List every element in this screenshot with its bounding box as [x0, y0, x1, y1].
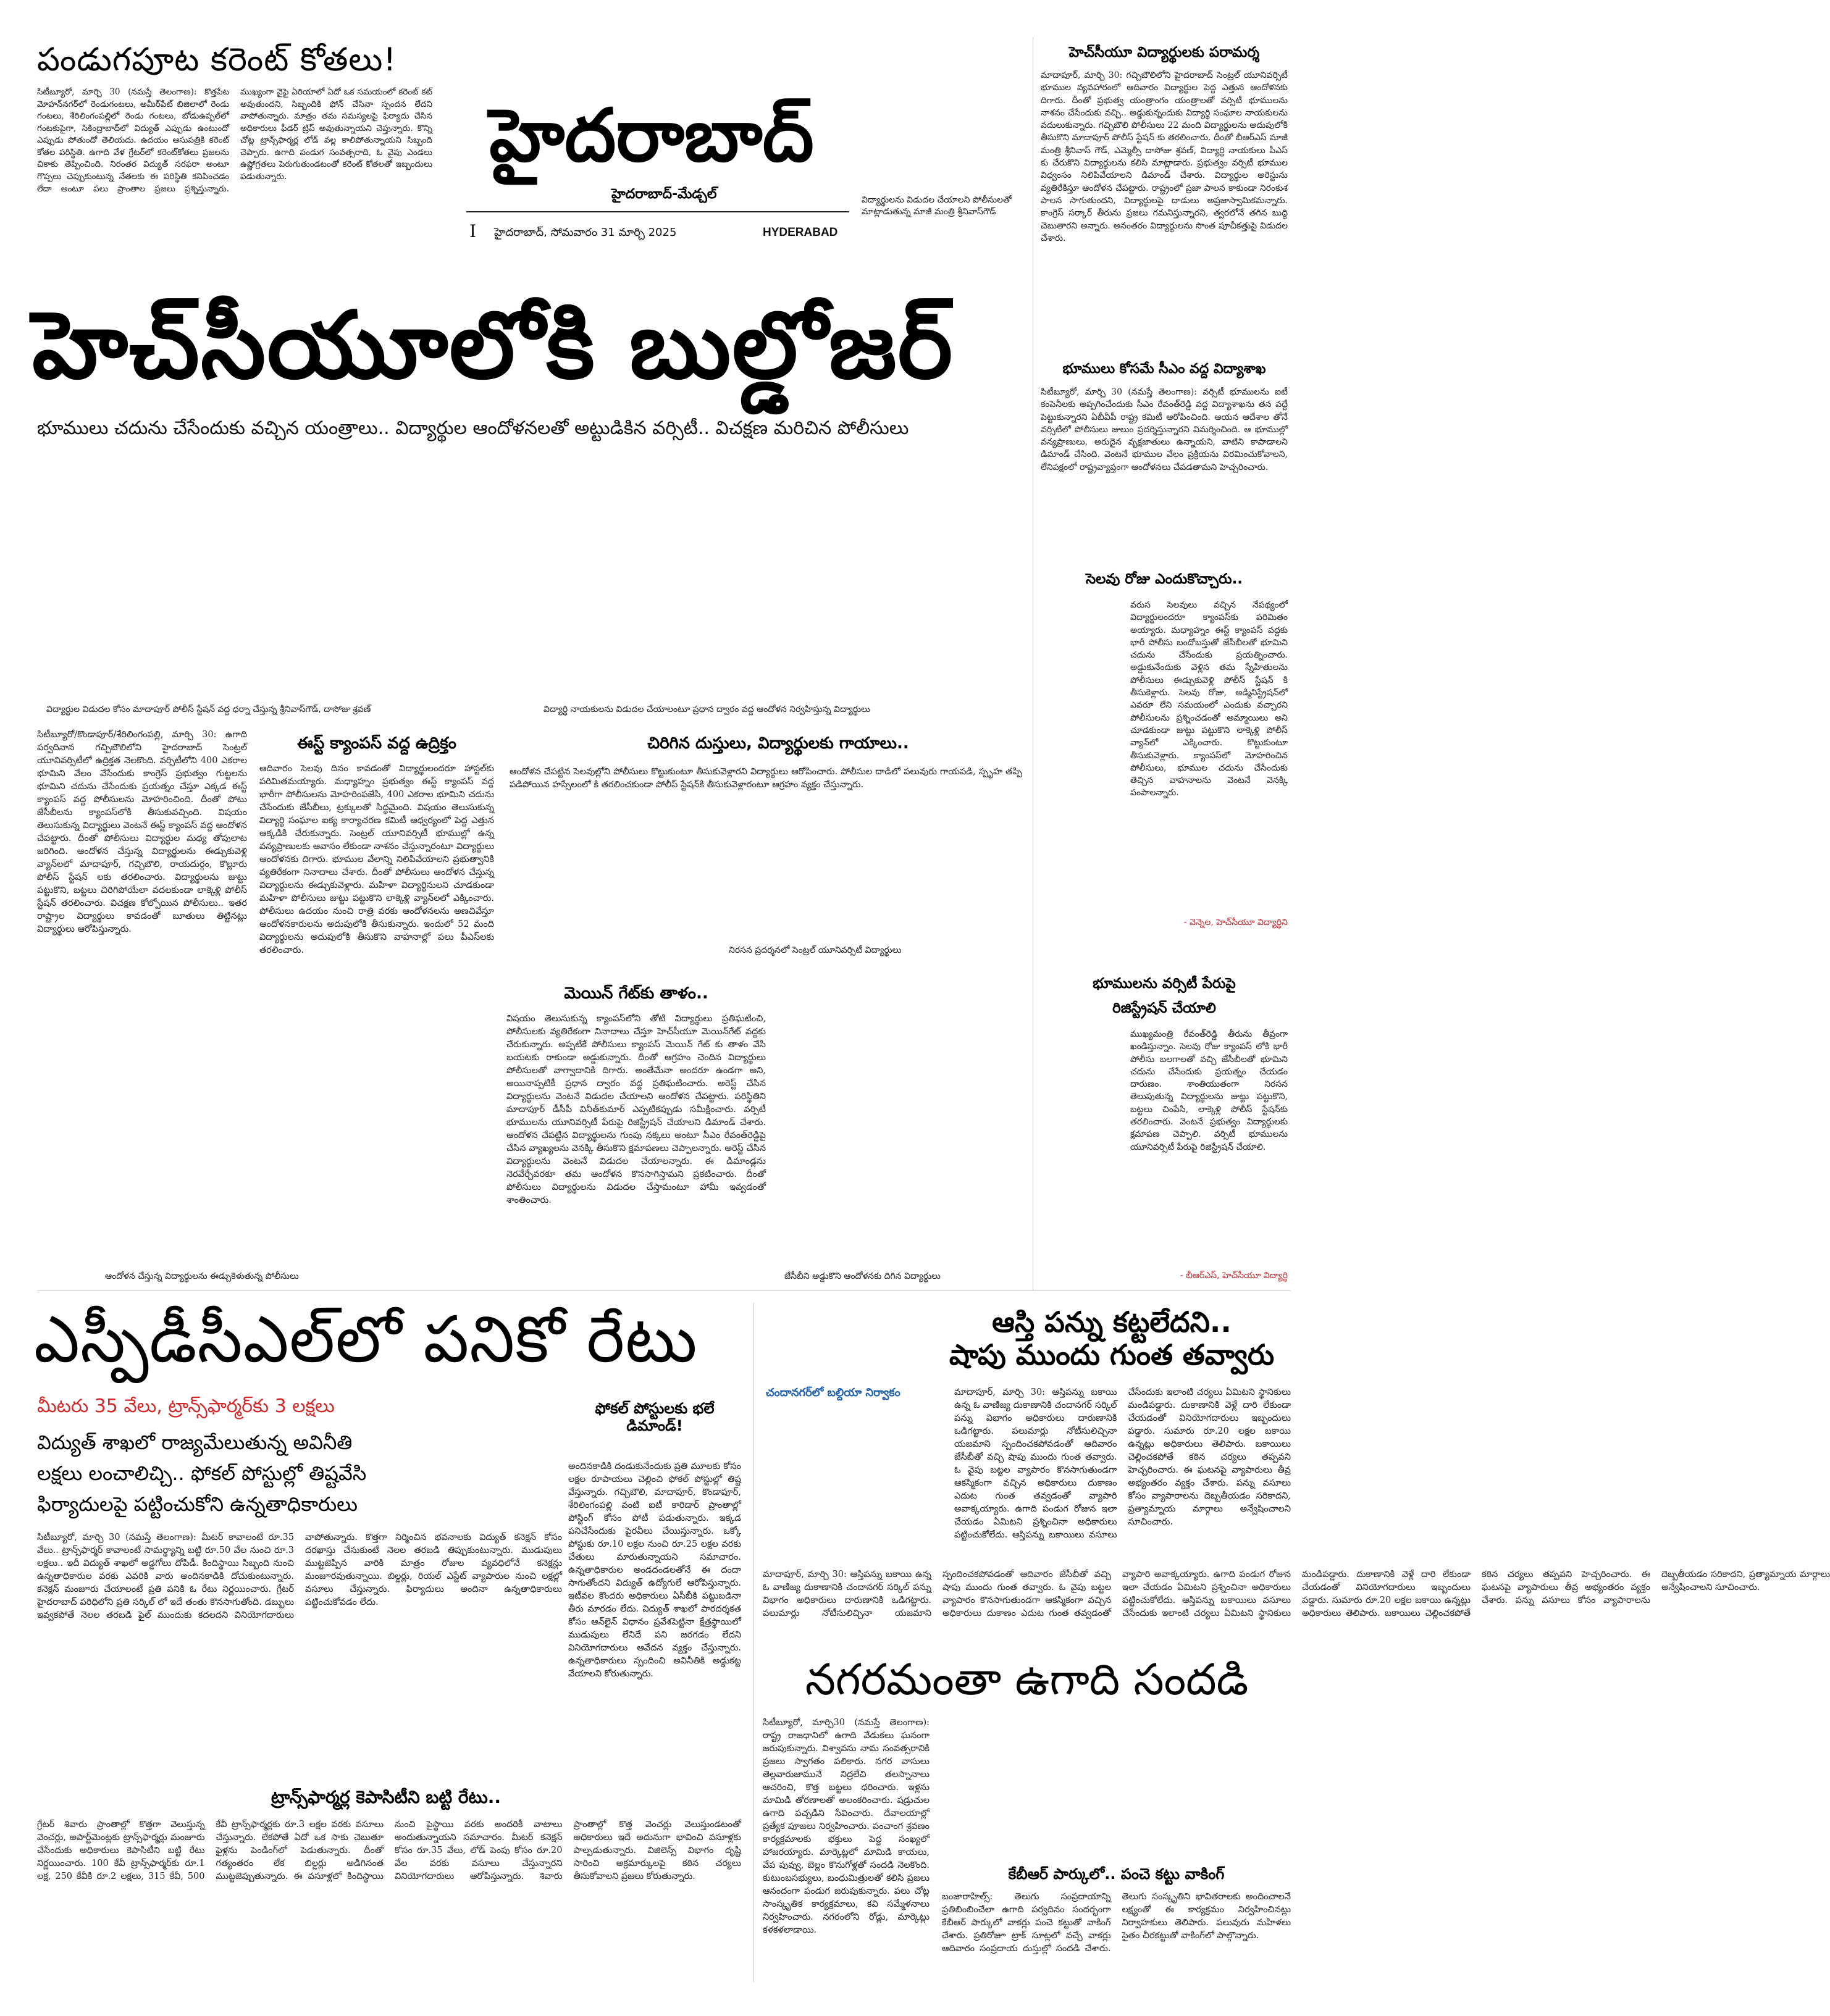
subhead-torn-clothes: చిరిగిన దుస్తులు, విద్యార్థులకు గాయాలు..	[647, 734, 909, 753]
caption-university-protest: నిరసన ప్రదర్శనలో సెంట్రల్ యూనివర్సిటీ విద్యార్థులు	[729, 945, 902, 955]
ugadi-subhead: కేబీఆర్ పార్కులో.. పంచె కట్టు వాకింగ్	[1008, 1865, 1225, 1883]
spdcl-deck-3: ఫిర్యాదులపై పట్టించుకోని ఉన్నతాధికారులు	[37, 1492, 358, 1516]
caption-jcb: జేసీబీని అడ్డుకొని ఆందోళనకు దిగిన విద్యార్థులు	[784, 1271, 941, 1281]
lead-headline: హెచ్‌సీయూలోకి బుల్డోజర్	[32, 292, 954, 399]
property-tax-headline-2: షాపు ముందు గుంత తవ్వారు	[949, 1338, 1275, 1371]
spdcl-transformer-body: గ్రేటర్ శివారు ప్రాంతాల్లో కొత్తగా వెలుస్తున్న వెంచర్లు, అపార్ట్‌మెంట్లకు ట్రాన్స్‌ఫార్మర్లు మంజూరు చేసేందుకు అధికారులు కెపాసిటీని బట్టి రేటు నిర్ణయించారు. 100 కేవీ ట్రాన్స్‌ఫార్మర్‌కు రూ.1 లక్ష, 250 కేవీకి రూ.2 లక్షలు, 315 కేవీ, 500 కేవీ ట్రాన్స్‌ఫార్మర్లకు రూ.3 లక్షల వరకు వసూలు చేస్తున్నారు. లేకపోతే ఏదో ఒక సాకు చెబుతూ ఫైళ్లను పెండింగ్‌లో పెడుతున్నారు. దీంతో గత్యంతరం లేక బిల్డర్లు అడిగినంత ముట్టజెప్పుతున్నారు. ఈ వసూళ్లలో కిందిస్థాయి నుంచి పైస్థాయి వరకు అందరికీ వాటాలు అందుతున్నాయని సమాచారం. మీటర్ కనెక్షన్ కోసం రూ.35 వేలు, లోడ్ పెంపు కోసం రూ.20 వేల వరకు వసూలు చేస్తున్నారని వినియోగదారులు ఆరోపిస్తున్నారు. శివారు ప్రాంతాల్లో కొత్త వెంచర్లు వెలుస్తుండటంతో అధికారులు ఇదే అదునుగా భావించి వసూళ్లకు పాల్పడుతున్నారు. విజిలెన్స్ విభాగం దృష్టి సారించి అక్రమార్కులపై కఠిన చర్యలు తీసుకోవాలని ప్రజలు కోరుతున్నారు.	[37, 1820, 741, 1882]
edition-no: I	[469, 221, 477, 241]
right-body-holiday: వరుస సెలవులు వచ్చిన నేపథ్యంలో విద్యార్థులందరూ క్యాంపస్‌కు పరిమితం అయ్యారు. మధ్యాహ్నం ఈస్ట్ క్యాంపస్ వద్దకు భారీ పోలీసు బందోబస్తుతో జేసీబీలతో భూమిని చదును చేసేందుకు ప్రయత్నించారు. అడ్డుకునేందుకు వెళ్లిన తమ స్నేహితులను పోలీసులు ఈడ్చుకువెళ్లి పోలీస్ స్టేషన్ కి తీసుకెళ్లారు. సెలవు రోజు, అడ్మినిస్ట్రేషన్‌లో ఎవరూ లేని సమయంలో ఎందుకు వచ్చారని పోలీసులను ప్రశ్నించడంతో అమ్మాయిలు అని చూడకుండా జుట్టు పట్టుకొని లాక్కెళ్లి పోలీస్ వ్యాన్‌లో ఎక్కించారు. కొట్టుకుంటూ తీసుకువెళ్లారు. క్యాంపస్‌లో మోహరించిన పోలీసులు, భూముల చదును చేసేందుకు తెచ్చిన వాహనాలను వెంటనే వెనక్కి పంపాలన్నారు.	[1130, 600, 1288, 798]
spdcl-kicker: మీటరు 35 వేలు, ట్రాన్స్‌ఫార్మర్‌కు 3 లక్షలు	[37, 1395, 335, 1417]
photo-dragging-students	[37, 1028, 494, 1266]
spdcl-focal-body: అందినకాడికి దండుకునేందుకు ప్రతి మూలకు కోసం లక్షల రూపాయలు చెల్లించి ఫోకల్ పోస్టుల్లో తిష్ట వేస్తున్నారు. గచ్చిబౌలి, మాదాపూర్, కొండాపూర్, శేరిలింగంపల్లి వంటి ఐటీ కారిడార్ ప్రాంతాల్లో పోస్టింగ్ కోసం పోటీ పడుతున్నారు. ఇక్కడ పనిచేసేందుకు పైరవీలు చేయిస్తున్నారు. ఒక్కో పోస్టుకు రూ.10 లక్షల నుంచి రూ.25 లక్షల వరకు చేతులు మారుతున్నాయని సమాచారం. ఉన్నతాధికారుల అండదండలతోనే ఈ దందా సాగుతోందని విద్యుత్ ఉద్యోగులే ఆరోపిస్తున్నారు. ఇటీవల కొందరు అధికారులు ఏసీబీకి పట్టుబడినా తీరు మారడం లేదు. విద్యుత్ శాఖలో పారదర్శకత కోసం ఆన్‌లైన్ విధానం ప్రవేశపెట్టినా క్షేత్రస్థాయిలో ముడుపులు లేనిదే పని జరగడం లేదని వినియోగదారులు ఆవేదన వ్యక్తం చేస్తున్నారు. ఉన్నతాధికారులు స్పందించి అవినీతికి అడ్డుకట్ట వేయాలని కోరుతున్నారు.	[568, 1462, 741, 1679]
right-body-registration: ముఖ్యమంత్రి రేవంత్‌రెడ్డి తీరును తీవ్రంగా ఖండిస్తున్నాం. సెలవు రోజు క్యాంపస్ లోకి భారీ పోలీసు బలగాలతో వచ్చి జేసీబీలతో భూమిని చదును చేసేందుకు ప్రయత్నం చేయడం దారుణం. శాంతియుతంగా నిరసన తెలుపుతున్న విద్యార్థులను జుట్టు పట్టుకొని, బట్టలు చింపేసి, లాక్కెళ్లి పోలీస్ స్టేషన్‌కు తరలించారు. వెంటనే ప్రభుత్వం విద్యార్థులకు క్షమాపణ చెప్పాలి. వర్సిటీ భూములను యూనివర్సిటీ పేరుపై రిజిస్ట్రేషన్ చేయాలి.	[1130, 1029, 1288, 1152]
photo-jcb-protest	[778, 963, 1025, 1269]
photo-dharna	[37, 457, 525, 701]
masthead-subtitle: హైదరాబాద్-మేడ్చల్	[611, 186, 717, 202]
property-tax-headline-1: ఆస్తి పన్ను కట్టలేదని..	[992, 1305, 1232, 1339]
photo-pcs-dharna	[865, 37, 1025, 191]
right-body-education: సిటీబ్యూరో, మార్చి 30 (నమస్తే తెలంగాణ): వర్సిటీ భూములను ఐటీ కంపెనీలకు అప్పగించేందుకు సీఎం రేవంత్‌రెడ్డి వద్ద విద్యాశాఖను తన వద్దే పెట్టుకున్నారని ఏబీవీపీ రాష్ట్ర కమిటీ ఆరోపించింది. ఆయన ఆదేశాల తోనే వర్సిటీలో పోలీసులు జులుం ప్రదర్శిస్తున్నారని విమర్శించింది. ఆ భూముల్లో వన్యప్రాణులు, అరుదైన వృక్షజాతులు ఉన్నాయని, వాటిని కాపాడాలని డిమాండ్ చేసింది. వెంటనే భూముల వేలం ప్రక్రియను విరమించుకోవాలని, లేనిపక్షంలో రాష్ట్రవ్యాప్తంగా ఆందోళనలు చేపడతామని హెచ్చరించారు.	[1041, 387, 1288, 472]
right-head-holiday: సెలవు రోజు ఎందుకొచ్చారు..	[1085, 571, 1243, 587]
caption-main-gate: విద్యార్థి నాయకులను విడుదల చేయాలంటూ ప్రధాన ద్వారం వద్ద ఆందోళన నిర్వహిస్తున్న విద్యార్థులు	[544, 705, 870, 714]
right-credit-holiday: - వెన్నెల, హెచ్‌సీయూ విద్యార్థిని	[1183, 918, 1288, 927]
caption-dragging: ఆందోళన చేస్తున్న విద్యార్థులను ఈడ్చుకెళుతున్న పోలీసులు	[105, 1271, 299, 1281]
power-cuts-body: సిటీబ్యూరో, మార్చి 30 (నమస్తే తెలంగాణ): కొత్తపేట మోహన్‌నగర్‌లో రెండుగంటలు, అమీర్‌పేట్ బిజిలాలో రెండు గంటలు, శేరిలింగంపల్లిలో రెండు గంటలు, బోడుఉప్పల్‌లో గంటకుపైగా, సికింద్రాబాద్‌లో విద్యుత్ ఎప్పుడు ఉంటుందో ఎప్పుడు పోతుందో తెలియదు. ఉదయం ఆసుపత్రికి కరెంట్ కోతల పరిస్థితి. ఉగాది వేళ గ్రేటర్‌లో కరెంట్‌కోతలు ప్రజలను చికాకు తెప్పించింది. నిరంతర విద్యుత్ సరఫరా అంటూ గొప్పలు చెప్పుకుంటున్న నేతలకు ఈ పరిస్థితి కనిపించడం లేదా అంటూ పలు ప్రాంతాల ప్రజలు ప్రశ్నిస్తున్నారు. ముఖ్యంగా వైఫై ఏరియాలో ఏదో ఒక సమయంలో కరెంట్ కట్ అవుతుందని, సిబ్బందికి ఫోన్ చేసినా స్పందన లేదని వాపోతున్నారు. మాత్రం తమ సమస్యలపై ఫిర్యాదు చేసిన అధికారులు ఫీడర్ ట్రిప్ అవుతున్నాయని చెప్తున్నారు. కొన్ని చోట్ల ట్రాన్స్‌ఫార్మర్ల లోడ్ వల్ల కాలిపోతున్నాయని సిబ్బంది చెప్పారు. ఉగాది పండుగ సంవత్సరాది, ఓ వైపు ఎండలు ఉష్ణోగ్రతలు పెరుగుతుండటంతో కరెంట్ కోతలతో ఇబ్బందులు పడుతున్నారు.	[37, 87, 432, 194]
torn-clothes-body: ఆందోళన చేపట్టిన సెలవుల్లోని పోలీసులు కొట్టుకుంటూ తీసుకువెళ్లారని విద్యార్థులు ఆరోపించారు. పోలీసుల దాడిలో పలువురు గాయపడి, స్పృహ తప్పి పడిపోయిన హస్సేలంలో కి తరలించకుండా పోలీస్ స్టేషన్‌కి తీసుకువెళ్లారంటూ ఆగ్రహం వ్యక్తం చేస్తున్నారు.	[510, 767, 1022, 790]
subhead-east-campus: ఈస్ట్ క్యాంపస్ వద్ద ఉద్రిక్తం	[297, 734, 456, 753]
spdcl-deck-1: విద్యుత్ శాఖలో రాజ్యమేలుతున్న అవినీతి	[37, 1431, 353, 1454]
right-head-registration-1: భూములను వర్సిటీ పేరుపై	[1093, 976, 1236, 992]
photo-meter	[729, 1303, 914, 1389]
photo-main-gate-protest	[537, 457, 1025, 701]
right-head-registration-2: రిజిస్ట్రేషన్ చేయాలి	[1112, 1000, 1216, 1016]
caption-dharna: విద్యార్థుల విడుదల కోసం మాదాపూర్ పోలీస్ స్టేషన్ వద్ద ధర్నా చేస్తున్న శ్రీనివాస్‌గౌడ్, దాసోజు శ్రవణ్	[46, 705, 371, 714]
main-gate-body: విషయం తెలుసుకున్న క్యాంపస్‌లోని తోటి విద్యార్థులు ప్రతిఘటించి, పోలీసులకు వ్యతిరేకంగా నినాదాలు చేస్తూ హెచ్‌సీయూ మెయిన్‌గేట్ వద్దకు చేరుకున్నారు. అప్పటికే పోలీసులు క్యాంపస్ మెయిన్ గేట్ కు తాళం వేసి బయటకు రాకుండా అడ్డుకున్నారు. దీంతో ఆగ్రహం చెందిన విద్యార్థులు పోలీసులతో వాగ్వాదానికి దిగారు. అంతేమేనా అందరూ ఉండగా అని, అయినాప్పటికీ ప్రధాన ద్వారం వద్ద ప్రతిఘటించారు. అరెస్ట్ చేసిన విద్యార్థులను వెంటనే విడుదల చేయాలని ఆందోళన చేపట్టారు. పరిస్థితిని మాదాపూర్ డీసీపీ వినీత్‌కుమార్ ఎప్పటికప్పుడు సమీక్షించారు. వర్సిటీ భూములను యూనివర్సిటీ పేరుపై రిజిస్ట్రేషన్ చేయాలని డిమాండ్ చేశారు. ఆందోళన చేపట్టిన విద్యార్థులను గుంపు నక్కలు అంటూ సీఎం రేవంత్‌రెడ్డిపై చేసిన వ్యాఖ్యలను వెనక్కి తీసుకొని క్షమాపణలు చెప్పాలన్నారు. అరెస్ట్ చేసిన విద్యార్థులను వెంటనే విడుదల చేయాలన్నారు. ఈ డిమాండ్లను నెరవేర్చేవరకూ తమ ఆందోళన కొనసాగిస్తామని ప్రకటించారు. దీంతో పోలీసులు విద్యార్థులను విడుదల చేస్తామంటూ హామీ ఇవ్వడంతో శాంతించారు.	[506, 1014, 766, 1206]
bottom-divider	[753, 1303, 754, 1982]
power-cuts-headline: పండుగపూట కరెంట్ కోతలు!	[37, 41, 397, 78]
right-head-education: భూములు కోసమే సీఎం వద్ద విద్యాశాఖ	[1062, 361, 1266, 377]
property-tax-kicker: చందానగర్‌లో బల్దియా నిర్వాకం	[766, 1386, 900, 1399]
spdcl-subhead-transformer: ట్రాన్స్‌ఫార్మర్ల కెపాసిటీని బట్టి రేటు..	[271, 1787, 502, 1807]
masthead-rule	[466, 211, 849, 212]
masthead-side-caption: విద్యార్థులను విడుదల చేయాలని పోలీసులతో మాట్లాడుతున్న మాజీ మంత్రి శ్రీనివాస్‌గౌడ్	[862, 195, 1012, 217]
lead-intro: సిటీబ్యూరో/కొండాపూర్/శేరిలింగంపల్లి, మార్చి 30: ఉగాది పర్వదినాన గచ్చిబౌలిలోని హైదరాబాద్ సెంట్రల్ యూనివర్సిటీలో ఉద్రిక్తత నెలకొంది. వర్సిటీలోని 400 ఎకరాల భూమిని వేలం వేసేందుకు కాంగ్రెస్ ప్రభుత్వం గుట్టలను భూమిని చదును చేసేందుకు ప్రయత్నం చేస్తూ ఎక్కడ ఈస్ట్ క్యాంపస్ వద్ద పోలీసులను మోహరించింది. దీంతో పోటు జేసీబీలను క్యాంపస్‌లోకి తీసుకువచ్చింది. విషయం తెలుసుకున్న విద్యార్థులు వెంటనే ఈస్ట్ క్యాంపస్ వద్ద ఆందోళన చేపట్టారు. దీంతో పోలీసులు విద్యార్థుల మధ్య తోపులాట జరిగింది. ఆందోళన చేస్తున్న విద్యార్థులను ఈడ్చుకువెళ్లి వ్యాన్‌లలో మాదాపూర్, గచ్చిబౌలి, రాయదుర్గం, కొల్లూరు పోలీస్ స్టేషన్ లకు తరలించారు. విద్యార్థులను జుట్టు పట్టుకొని, బట్టలు చిరిగిపోయేలా వదలకుండా లాక్కెళ్లి పోలీస్ స్టేషన్ తరలించారు. విచక్షణ కోల్పోయిన పోలీసులు.. ఇతర రాష్ట్రాల విద్యార్థులు కావడంతో బూతులు తిట్టినట్లు విద్యార్థులు ఆరోపిస్తున్నారు.	[37, 730, 247, 935]
ugadi-sub-body: బంజారాహిల్స్: తెలుగు సంప్రదాయాన్ని ప్రతిబింబించేలా ఉగాది పర్వదినం సందర్భంగా కేబీఆర్ పార్కులో వాకర్లు పంచె కట్టుతో వాకింగ్ చేశారు. ప్రతిరోజూ ట్రాక్ సూట్లలో వచ్చే వాకర్లు ఆదివారం సంప్రదాయ దుస్తుల్లో సందడి చేశారు. తెలుగు సంస్కృతిని భావితరాలకు అందించాలనే లక్ష్యంతో ఈ కార్యక్రమం నిర్వహించినట్లు నిర్వాహకులు తెలిపారు. పలువురు మహిళలు సైతం చీరకట్టుతో వాకింగ్‌లో పాల్గొన్నారు.	[942, 1892, 1291, 1954]
property-tax-body: మాదాపూర్, మార్చి 30: ఆస్తిపన్ను బకాయి ఉన్న ఓ వాణిజ్య దుకాణానికి చందానగర్ సర్కిల్ పన్ను విభాగం అధికారులు దారుణానికి ఒడిగట్టారు. పలుమార్లు నోటీసులిచ్చినా యజమాని స్పందించకపోవడంతో ఆదివారం జేసీబీతో వచ్చి షాపు ముందు గుంత తవ్వారు. ఓ వైపు బట్టల వ్యాపారం కొనసాగుతుండగా ఆకస్మికంగా వచ్చిన అధికారులు దుకాణం ఎదుట గుంత తవ్వడంతో వ్యాపారి అవాక్కయ్యారు. ఉగాది పండుగ రోజున ఇలా చేయడం ఏమిటని ప్రశ్నించినా అధికారులు పట్టించుకోలేదు. ఆస్తిపన్ను బకాయిలు వసూలు చేసేందుకు ఇలాంటి చర్యలు ఏమిటని స్థానికులు మండిపడ్డారు. దుకాణానికి వెళ్లే దారి లేకుండా చేయడంతో వినియోగదారులు ఇబ్బందులు పడ్డారు. సుమారు రూ.20 లక్షల బకాయి ఉన్నట్లు అధికారులు తెలిపారు. బకాయిలు చెల్లించకపోతే కఠిన చర్యలు తప్పవని హెచ్చరించారు. ఈ ఘటనపై వ్యాపారులు తీవ్ర అభ్యంతరం వ్యక్తం చేశారు. పన్ను వసూలు కోసం వ్యాపారాలను దెబ్బతీయడం సరికాదని, ప్రత్యామ్నాయ మార్గాలు అన్వేషించాలని సూచించారు.	[763, 1570, 1830, 1619]
city-name: HYDERABAD	[763, 226, 838, 239]
right-credit-registration: - బీఆర్‌ఎస్, హెచ్‌సీయూ విద్యార్థి	[1180, 1271, 1288, 1281]
spdcl-subhead-focal: ఫోకల్ పోస్టులకు భలే డిమాండ్!	[595, 1400, 715, 1434]
photo-university-protest	[510, 815, 1022, 945]
dateline: హైదరాబాద్, సోమవారం 31 మార్చి 2025	[494, 226, 677, 239]
ugadi-body: సిటీబ్యూరో, మార్చి30 (నమస్తే తెలంగాణ): రాష్ట్ర రాజధానిలో ఉగాది వేడుకలు ఘనంగా జరుపుకున్నారు. విశ్వావసు నామ సంవత్సరానికి ప్రజలు స్వాగతం పలికారు. నగర వాసులు తెల్లవారుజామునే నిద్రలేచి తలస్నానాలు ఆచరించి, కొత్త బట్టలు ధరించారు. ఇళ్లను మామిడి తోరణాలతో అలంకరించారు. షడ్రుచుల ఉగాది పచ్చడిని సేవించారు. దేవాలయాల్లో ప్రత్యేక పూజలు నిర్వహించారు. పంచాంగ శ్రవణం కార్యక్రమాలకు భక్తులు పెద్ద సంఖ్యలో హాజరయ్యారు. మార్కెట్లలో మామిడి కాయలు, వేప పువ్వు, బెల్లం కొనుగోళ్లతో సందడి నెలకొంది. కుటుంబసభ్యులు, బంధుమిత్రులతో కలిసి ప్రజలు ఆనందంగా పండుగ జరుపుకున్నారు. పలు చోట్ల సాంస్కృతిక కార్యక్రమాలు, కవి సమ్మేళనాలు నిర్వహించారు. నగరంలోని రోడ్లు, మార్కెట్లు కళకళలాడాయి.	[763, 1718, 930, 1936]
photo-vennela	[1043, 602, 1123, 701]
masthead-title: హైదరాబాద్	[489, 93, 814, 178]
ugadi-headline: నగరమంతా ఉగాది సందడి	[805, 1654, 1249, 1705]
section-divider	[37, 1290, 1291, 1291]
spdcl-deck-2: లక్షలు లంచాలిచ్చి.. ఫోకల్ పోస్టుల్లో తిష్టవేసి	[37, 1462, 367, 1485]
right-body-visit: మాదాపూర్, మార్చి 30: గచ్చిబౌలిలోని హైదరాబాద్ సెంట్రల్ యూనివర్సిటీ భూముల వ్యవహారంలో ఆదివారం విద్యార్థుల పెద్ద ఎత్తున ఆందోళనకు దిగారు. దీంతో ప్రభుత్వ యంత్రాంగం యంత్రాలతో వర్సిటీ భూములను నాశనం చేసేందుకు వచ్చి.. అడ్డుకున్నందుకు విద్యార్థి సంఘాల నాయకులను వదులుకున్నారు. గచ్చిబౌలి పోలీసులు 22 మంది విద్యార్థులను అదుపులోకి తీసుకొని మాదాపూర్ పోలీస్ స్టేషన్ కు తరలించారు. దీంతో బీఆర్‌ఎస్ మాజీ మంత్రి శ్రీనివాస్ గౌడ్, ఎమ్మెల్సీ దాసోజు శ్రవణ్, విద్యార్థి నాయకులు పీఎస్ కు చేరుకొని విద్యార్థులను కలిసి మాట్లాడారు. ప్రభుత్వం వర్సిటీ భూముల విధ్వంసం నిలిపివేయాలని డిమాండ్ చేశారు. విద్యార్థుల అరెస్టును వ్యతిరేకిస్తూ ఆందోళన చేపట్టారు. రాష్ట్రంలో ప్రజా పాలన కాకుండా నిరంకుశ పాలన సాగుతుందని, విద్యార్థులపై దాడులు అప్రజాస్వామికమన్నారు. కాంగ్రెస్ సర్కార్ తీరును ప్రజలు గమనిస్తున్నారని, త్వరలోనే తగిన బుద్ధి చెబుతారని అన్నారు. అనంతరం విద్యార్థులను సొంత పూచీకత్తుపై విడుదల చేశారు.	[1041, 70, 1288, 243]
spdcl-headline: ఎస్పీడీసీఎల్‌లో పనికో రేటు	[34, 1302, 698, 1377]
lead-deck: భూములు చదును చేసేందుకు వచ్చిన యంత్రాలు.. విద్యార్థుల ఆందోళనలతో అట్టుడికిన వర్సిటీ.. విచక్షణ మరిచిన పోలీసులు	[37, 417, 909, 439]
photo-shop-pit	[763, 1402, 942, 1562]
photo-ugadi	[942, 1717, 1291, 1859]
east-campus-body: ఆదివారం సెలవు దినం కావడంతో విద్యార్థులందరూ హాస్టల్‌కు పరిమితమయ్యారు. మధ్యాహ్నం ప్రభుత్వం ఈస్ట్ క్యాంపస్ వద్ద భారీగా పోలీసులను మోహరింపజేసి, 400 ఎకరాల భూమిని చదును చేసేందుకు జేసీబీలు, ట్రక్కులతో సిద్ధమైంది. విషయం తెలుసుకున్న విద్యార్థి సంఘాల ఐక్య కార్యాచరణ కమిటీ ఆధ్వర్యంలో పెద్ద ఎత్తున ఆక్కడికి చేరుకున్నారు. సెంట్రల్ యూనివర్సిటీ భూముల్లో ఉన్న వన్యప్రాణులకు ఆవాసం లేకుండా నాశనం చేస్తున్నారంటూ విద్యార్థులు ఆందోళనకు దిగారు. భూముల వేలాన్ని నిలిపివేయాలని ప్రభుత్వానికి వ్యతిరేకంగా నినాదాలు చేశారు. దీంతో పోలీసులు ఆందోళన చేస్తున్న విద్యార్థులను ఈడ్చుకువెళ్లారు. మహిళా విద్యార్థినులని చూడకుండా మహిళా పోలీసులు జుట్టు పట్టుకొని లాక్కెళ్లి వ్యాన్‌లలో ఎక్కించారు. పోలీసులు ఉదయం నుంచి రాత్రి వరకు ఆందోళనలను అణచివేస్తూ ఆందోళనకారులను అదుపులోకి తీసుకున్నారు. ఇందులో 52 మంది విద్యార్థులను అదుపులోకి తీసుకొని వాహనాల్లో పలు పీఎస్‌లకు తరలించారు.	[259, 764, 494, 956]
subhead-main-gate: మెయిన్ గేట్‌కు తాళం..	[564, 984, 708, 1003]
spdcl-body: సిటీబ్యూరో, మార్చి 30 (నమస్తే తెలంగాణ): మీటర్ కావాలంటే రూ.35 వేలు.. ట్రాన్స్‌ఫార్మర్ కావాలంటే సామర్థ్యాన్ని బట్టి రూ.50 వేల నుంచి రూ.3 లక్షలు.. ఇదీ విద్యుత్ శాఖలో అడ్డగోలు దోపిడీ. కిందిస్థాయి సిబ్బంది నుంచి ఉన్నతాధికారుల వరకు ఎవరికి వారు అందినకాడికి దోచుకుంటున్నారు. కనెక్షన్ మంజూరు చేయాలంటే ప్రతి పనికి ఓ రేటు నిర్ణయించారు. గ్రేటర్ హైదరాబాద్ పరిధిలోని ప్రతి సర్కిల్ లో ఇదే తంతు కొనసాగుతోంది. డబ్బులు ఇవ్వకపోతే నెలల తరబడి ఫైల్ ముందుకు కదలదని వినియోగదారులు వాపోతున్నారు. కొత్తగా నిర్మించిన భవనాలకు విద్యుత్ కనెక్షన్ కోసం దరఖాస్తు చేసుకుంటే నెలల తరబడి తిప్పుకుంటున్నారు. ముడుపులు ముట్టజెప్పిన వారికి మాత్రం రోజుల వ్యవధిలోనే కనెక్షన్లు మంజూరవుతున్నాయి. బిల్డర్లు, రియల్ ఎస్టేట్ వ్యాపారుల నుంచి లక్షల్లో వసూలు చేస్తున్నారు. ఫిర్యాదులు అందినా ఉన్నతాధికారులు పట్టించుకోవడం లేదు.	[37, 1533, 562, 1621]
right-head-visit: హెచ్‌సీయూ విద్యార్థులకు పరామర్శ	[1068, 44, 1260, 61]
property-tax-body-side: మాదాపూర్, మార్చి 30: ఆస్తిపన్ను బకాయి ఉన్న ఓ వాణిజ్య దుకాణానికి చందానగర్ సర్కిల్ పన్ను విభాగం అధికారులు దారుణానికి ఒడిగట్టారు. పలుమార్లు నోటీసులిచ్చినా యజమాని స్పందించకపోవడంతో ఆదివారం జేసీబీతో వచ్చి షాపు ముందు గుంత తవ్వారు. ఓ వైపు బట్టల వ్యాపారం కొనసాగుతుండగా ఆకస్మికంగా వచ్చిన అధికారులు దుకాణం ఎదుట గుంత తవ్వడంతో వ్యాపారి అవాక్కయ్యారు. ఉగాది పండుగ రోజున ఇలా చేయడం ఏమిటని ప్రశ్నించినా అధికారులు పట్టించుకోలేదు. ఆస్తిపన్ను బకాయిలు వసూలు చేసేందుకు ఇలాంటి చర్యలు ఏమిటని స్థానికులు మండిపడ్డారు. దుకాణానికి వెళ్లే దారి లేకుండా చేయడంతో వినియోగదారులు ఇబ్బందులు పడ్డారు. సుమారు రూ.20 లక్షల బకాయి ఉన్నట్లు అధికారులు తెలిపారు. బకాయిలు చెల్లించకపోతే కఠిన చర్యలు తప్పవని హెచ్చరించారు. ఈ ఘటనపై వ్యాపారులు తీవ్ర అభ్యంతరం వ్యక్తం చేశారు. పన్ను వసూలు కోసం వ్యాపారాలను దెబ్బతీయడం సరికాదని, ప్రత్యామ్నాయ మార్గాలు అన్వేషించాలని సూచించారు.	[954, 1387, 1291, 1541]
